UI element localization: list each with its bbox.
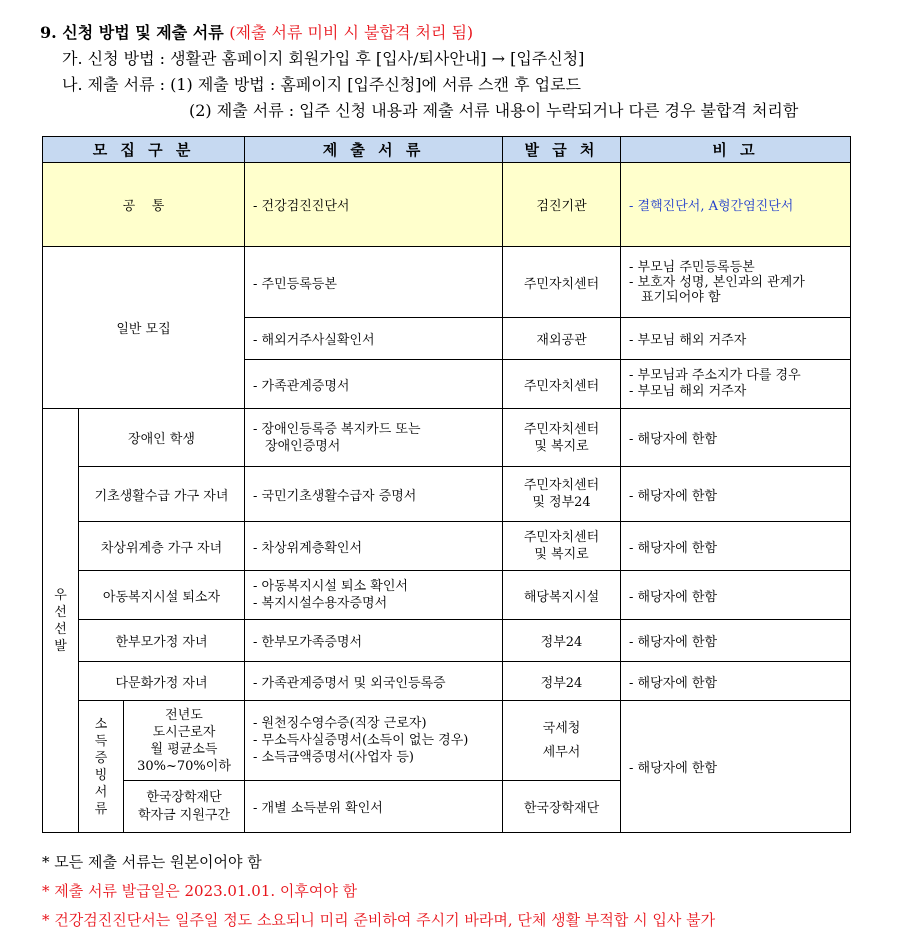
label-char: 선 xyxy=(54,604,67,620)
note-line: - 부모님과 주소지가 다를 경우 xyxy=(629,368,801,383)
general-issuer: 주민자치센터 xyxy=(503,247,621,318)
category-line: 한국장학재단 xyxy=(146,789,222,805)
col-header-note: 비 고 xyxy=(621,137,851,163)
issuer-line: 주민자치센터 xyxy=(523,421,600,437)
priority-issuer: 정부24 xyxy=(503,620,621,662)
section-title-line xyxy=(40,20,798,46)
priority-issuer xyxy=(503,522,621,571)
general-note: - 부모님 해외 거주자 xyxy=(621,318,851,360)
general-doc: - 가족관계증명서 xyxy=(245,360,503,409)
label-char: 서 xyxy=(94,784,108,800)
issuer-line: 및 복지로 xyxy=(534,438,589,454)
label-char: 선 xyxy=(54,621,67,637)
doc-line: - 원천징수영수증(직장 근로자) xyxy=(253,716,427,731)
common-category: 공 통 xyxy=(43,163,245,247)
income-label xyxy=(79,701,124,833)
section-header xyxy=(40,20,798,124)
submission-method: 나. 제출 서류 : (1) 제출 방법 : 홈페이지 [입주신청]에 서류 스캔 후 업로드 xyxy=(62,75,581,94)
col-header-category: 모 집 구 분 xyxy=(43,137,245,163)
label-char: 득 xyxy=(94,733,108,749)
common-note: - 결핵진단서, A형간염진단서 xyxy=(621,163,851,247)
priority-doc: - 한부모가족증명서 xyxy=(245,620,503,662)
issuer-line: 및 정부24 xyxy=(532,495,591,510)
table-header-row xyxy=(43,137,851,163)
label-char: 류 xyxy=(94,801,108,817)
priority-note: - 해당자에 한함 xyxy=(621,620,851,662)
table-row xyxy=(43,522,851,571)
priority-note: - 해당자에 한함 xyxy=(621,409,851,467)
submission-documents-note: (2) 제출 서류 : 입주 신청 내용과 제출 서류 내용이 누락되거나 다른 경우 불합격 처리함 xyxy=(189,101,799,120)
income-issuer: 한국장학재단 xyxy=(503,781,621,833)
issuer-line: 세무서 xyxy=(542,744,581,760)
priority-category: 한부모가정 자녀 xyxy=(79,620,245,662)
issuer-line: 국세청 xyxy=(542,720,581,736)
income-sub-category xyxy=(124,781,245,833)
priority-doc xyxy=(245,409,503,467)
table-row xyxy=(43,409,851,467)
priority-note: - 해당자에 한함 xyxy=(621,662,851,701)
general-category: 일반 모집 xyxy=(43,247,245,409)
doc-line: - 장애인등록증 복지카드 또는 xyxy=(253,421,421,437)
priority-doc: - 국민기초생활수급자 증명서 xyxy=(245,467,503,522)
category-line: 전년도 xyxy=(165,707,203,723)
application-method: 가. 신청 방법 : 생활관 홈페이지 회원가입 후 [입사/퇴사안내] → [입주신청] xyxy=(62,49,585,68)
priority-category: 차상위계층 가구 자녀 xyxy=(79,522,245,571)
table-row xyxy=(43,701,851,781)
common-issuer: 검진기관 xyxy=(503,163,621,247)
common-doc: - 건강검진진단서 xyxy=(245,163,503,247)
general-note xyxy=(621,247,851,318)
priority-doc: - 차상위계층확인서 xyxy=(245,522,503,571)
income-note: - 해당자에 한함 xyxy=(621,701,851,833)
label-char: 소 xyxy=(94,716,108,732)
priority-issuer: 정부24 xyxy=(503,662,621,701)
income-doc: - 개별 소득분위 확인서 xyxy=(245,781,503,833)
note-line: - 부모님 해외 거주자 xyxy=(629,384,747,399)
general-doc: - 주민등록등본 xyxy=(245,247,503,318)
note-line: 표기되어야 함 xyxy=(641,289,721,305)
category-line: 학자금 지원구간 xyxy=(137,807,231,823)
table-row-common xyxy=(43,163,851,247)
note-line: - 보호자 성명, 본인과의 관계가 xyxy=(629,274,805,290)
section-title-note: (제출 서류 미비 시 불합격 처리 됨) xyxy=(229,23,474,42)
doc-line: - 소득금액증명서(사업자 등) xyxy=(253,750,414,765)
table-row xyxy=(43,571,851,620)
general-note xyxy=(621,360,851,409)
doc-line: - 무소득사실증명서(소득이 없는 경우) xyxy=(253,733,469,748)
priority-doc xyxy=(245,571,503,620)
priority-issuer: 해당복지시설 xyxy=(503,571,621,620)
table-row xyxy=(43,662,851,701)
col-header-documents: 제 출 서 류 xyxy=(245,137,503,163)
priority-note: - 해당자에 한함 xyxy=(621,522,851,571)
general-issuer: 주민자치센터 xyxy=(503,360,621,409)
label-char: 빙 xyxy=(94,767,108,783)
priority-category: 기초생활수급 가구 자녀 xyxy=(79,467,245,522)
issuer-line: 주민자치센터 xyxy=(523,530,600,545)
priority-issuer xyxy=(503,467,621,522)
footer-note-health-check: * 건강검진진단서는 일주일 정도 소요되니 미리 준비하여 주시기 바라며, 단체 생활 부적합 시 입사 불가 xyxy=(42,911,716,929)
issuer-line: 및 복지로 xyxy=(534,547,589,562)
income-issuer xyxy=(503,701,621,781)
issuer-line: 주민자치센터 xyxy=(523,478,600,493)
priority-category: 장애인 학생 xyxy=(79,409,245,467)
doc-line: - 복지시설수용자증명서 xyxy=(253,596,388,611)
note-line: - 부모님 주민등록등본 xyxy=(629,259,755,275)
priority-category: 아동복지시설 퇴소자 xyxy=(79,571,245,620)
documents-table xyxy=(42,136,851,833)
priority-category: 다문화가정 자녀 xyxy=(79,662,245,701)
table-row xyxy=(43,247,851,318)
category-line: 도시근로자 xyxy=(152,724,216,740)
col-header-issuer: 발 급 처 xyxy=(503,137,621,163)
label-char: 증 xyxy=(94,750,108,766)
footer-note-original: * 모든 제출 서류는 원본이어야 함 xyxy=(42,853,262,871)
category-line: 월 평균소득 xyxy=(150,741,218,757)
doc-line: 장애인증명서 xyxy=(265,438,341,454)
priority-doc: - 가족관계증명서 및 외국인등록증 xyxy=(245,662,503,701)
priority-note: - 해당자에 한함 xyxy=(621,467,851,522)
priority-label xyxy=(43,409,79,833)
income-sub-category xyxy=(124,701,245,781)
table-row xyxy=(43,620,851,662)
category-line: 30%~70%이하 xyxy=(137,758,231,774)
label-char: 우 xyxy=(54,587,67,603)
section-title: 9. 신청 방법 및 제출 서류 xyxy=(40,23,224,42)
priority-note: - 해당자에 한함 xyxy=(621,571,851,620)
general-issuer: 재외공관 xyxy=(503,318,621,360)
label-char: 발 xyxy=(54,638,67,654)
footer-note-issue-date: * 제출 서류 발급일은 2023.01.01. 이후여야 함 xyxy=(42,882,358,900)
table-row xyxy=(43,467,851,522)
priority-issuer xyxy=(503,409,621,467)
general-doc: - 해외거주사실확인서 xyxy=(245,318,503,360)
footer-notes xyxy=(42,848,715,935)
income-doc xyxy=(245,701,503,781)
doc-line: - 아동복지시설 퇴소 확인서 xyxy=(253,579,408,594)
